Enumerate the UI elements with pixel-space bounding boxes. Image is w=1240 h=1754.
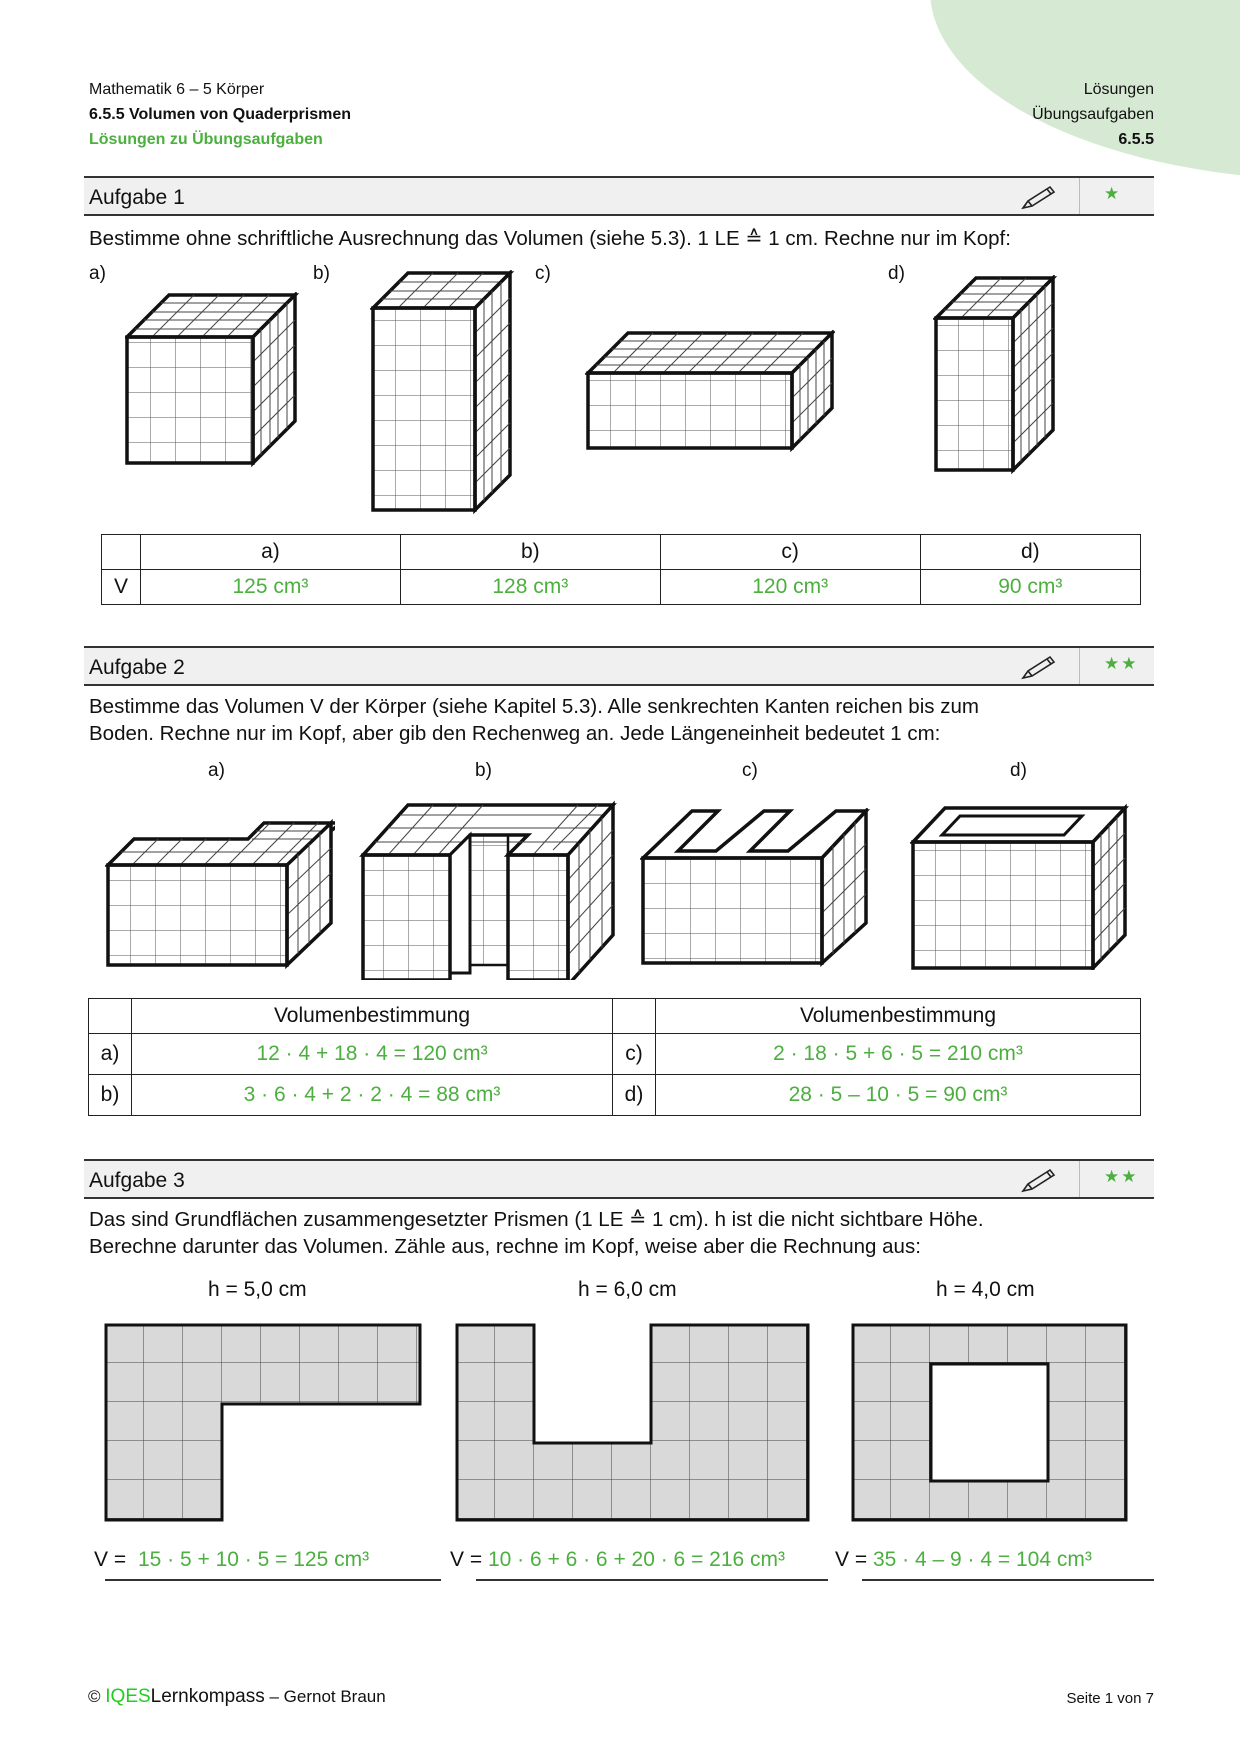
task-2-text-line1: Bestimme das Volumen V der Körper (siehe Kapitel 5.3). Alle senkrechten Kanten reichen bis zum — [89, 695, 979, 718]
page-number: Seite 1 von 7 — [1066, 1690, 1154, 1707]
column-header: d) — [920, 535, 1140, 570]
footer-copyright — [88, 1686, 386, 1708]
row-label: d) — [613, 1075, 656, 1116]
pencil-icon — [1019, 182, 1059, 217]
figure-label-b: b) — [313, 263, 330, 284]
difficulty-stars: ★★ — [1104, 1167, 1139, 1186]
answer-text: 35 · 4 – 9 · 4 = 104 cm³ — [872, 1548, 1092, 1571]
row-label: a) — [89, 1034, 132, 1075]
v-label: V = — [450, 1548, 483, 1571]
task-2-results-table — [88, 998, 1141, 1116]
difficulty-stars: ★ — [1104, 184, 1122, 203]
task-3-text-line2: Berechne darunter das Volumen. Zähle aus, rechne im Kopf, weise aber die Rechnung aus: — [89, 1235, 921, 1258]
cuboid-figure-a — [125, 292, 300, 467]
column-header: Volumenbestimmung — [132, 999, 613, 1034]
answer-text: 15 · 5 + 10 · 5 = 125 cm³ — [137, 1548, 370, 1571]
cuboid-figure-b — [370, 270, 515, 515]
author: – Gernot Braun — [269, 1687, 386, 1706]
task-2-text-line2: Boden. Rechne nur im Kopf, aber gib den Rechenweg an. Jede Längeneinheit bedeutet 1 cm: — [89, 722, 941, 745]
header-left — [89, 77, 351, 152]
v-label: V = — [835, 1548, 868, 1571]
task-1-header — [84, 176, 1154, 216]
answer-cell: 120 cm³ — [660, 570, 920, 605]
task-2-header — [84, 646, 1154, 686]
height-label-2: h = 6,0 cm — [578, 1278, 677, 1301]
figure-label-c: c) — [742, 760, 758, 781]
empty-cell — [89, 999, 132, 1034]
figure-label-a: a) — [89, 263, 106, 284]
prism-figure-2d — [910, 800, 1135, 970]
column-header: b) — [400, 535, 660, 570]
header-right-section: 6.5.5 — [1118, 131, 1154, 148]
header-right-line2: Übungsaufgaben — [1032, 106, 1154, 123]
figure-label-b: b) — [475, 760, 492, 781]
base-area-figure-2 — [455, 1323, 815, 1523]
brand-lernkompass: Lernkompass — [150, 1686, 265, 1707]
volume-answer-1 — [94, 1548, 369, 1572]
task-3-header — [84, 1159, 1154, 1199]
task-1-text: Bestimme ohne schriftliche Ausrechnung das Volumen (siehe 5.3). 1 LE ≙ 1 cm. Rechne nur im Kopf: — [89, 227, 1011, 250]
answer-cell: 90 cm³ — [920, 570, 1140, 605]
cuboid-figure-d — [933, 275, 1058, 475]
column-header: Volumenbestimmung — [656, 999, 1141, 1034]
task-3-text-line1: Das sind Grundflächen zusammengesetzter Prismen (1 LE ≙ 1 cm). h ist die nicht sichtbare Höhe. — [89, 1208, 984, 1231]
figure-label-c: c) — [535, 263, 551, 284]
header-right-line1: Lösungen — [1083, 81, 1154, 98]
subtitle: Lösungen zu Übungsaufgaben — [89, 131, 323, 148]
column-header: c) — [660, 535, 920, 570]
answer-underline — [862, 1579, 1154, 1581]
copyright-icon: © — [88, 1687, 101, 1706]
row-label: c) — [613, 1034, 656, 1075]
answer-underline — [105, 1579, 441, 1581]
empty-cell — [102, 535, 141, 570]
figure-label-a: a) — [208, 760, 225, 781]
topic-title: 6.5.5 Volumen von Quaderprismen — [89, 106, 351, 123]
task-1-title: Aufgabe 1 — [89, 186, 185, 209]
height-label-3: h = 4,0 cm — [936, 1278, 1035, 1301]
answer-text: 10 · 6 + 6 · 6 + 20 · 6 = 216 cm³ — [487, 1548, 786, 1571]
subject-line: Mathematik 6 – 5 Körper — [89, 81, 265, 98]
row-label: V — [102, 570, 141, 605]
answer-cell: 125 cm³ — [141, 570, 401, 605]
difficulty-stars: ★★ — [1104, 654, 1139, 673]
task-3-text — [89, 1206, 984, 1260]
task-2-title: Aufgabe 2 — [89, 656, 185, 679]
figure-label-d: d) — [1010, 760, 1027, 781]
calc-cell: 3 · 6 · 4 + 2 · 2 · 4 = 88 cm³ — [132, 1075, 613, 1116]
prism-figure-2a — [105, 805, 335, 970]
pencil-icon — [1019, 652, 1059, 687]
task-3-title: Aufgabe 3 — [89, 1169, 185, 1192]
base-area-figure-3 — [851, 1323, 1131, 1523]
figure-label-d: d) — [888, 263, 905, 284]
answer-cell: 128 cm³ — [400, 570, 660, 605]
divider — [1079, 648, 1080, 684]
calc-cell: 2 · 18 · 5 + 6 · 5 = 210 cm³ — [656, 1034, 1141, 1075]
v-label: V = — [94, 1548, 127, 1571]
pencil-icon — [1019, 1165, 1059, 1200]
column-header: a) — [141, 535, 401, 570]
height-label-1: h = 5,0 cm — [208, 1278, 307, 1301]
calc-cell: 28 · 5 – 10 · 5 = 90 cm³ — [656, 1075, 1141, 1116]
empty-cell — [613, 999, 656, 1034]
brand-iqes: IQES — [105, 1686, 151, 1707]
cuboid-figure-c — [585, 330, 835, 455]
answer-underline — [476, 1579, 828, 1581]
calc-cell: 12 · 4 + 18 · 4 = 120 cm³ — [132, 1034, 613, 1075]
divider — [1079, 178, 1080, 214]
header-right — [1032, 77, 1154, 152]
row-label: b) — [89, 1075, 132, 1116]
volume-answer-3 — [835, 1548, 1092, 1572]
volume-answer-2 — [450, 1548, 785, 1572]
prism-figure-2c — [640, 808, 880, 968]
task-1-results-table — [101, 534, 1141, 605]
divider — [1079, 1161, 1080, 1197]
prism-figure-2b — [358, 795, 618, 980]
task-2-text — [89, 693, 979, 747]
base-area-figure-1 — [104, 1323, 424, 1523]
